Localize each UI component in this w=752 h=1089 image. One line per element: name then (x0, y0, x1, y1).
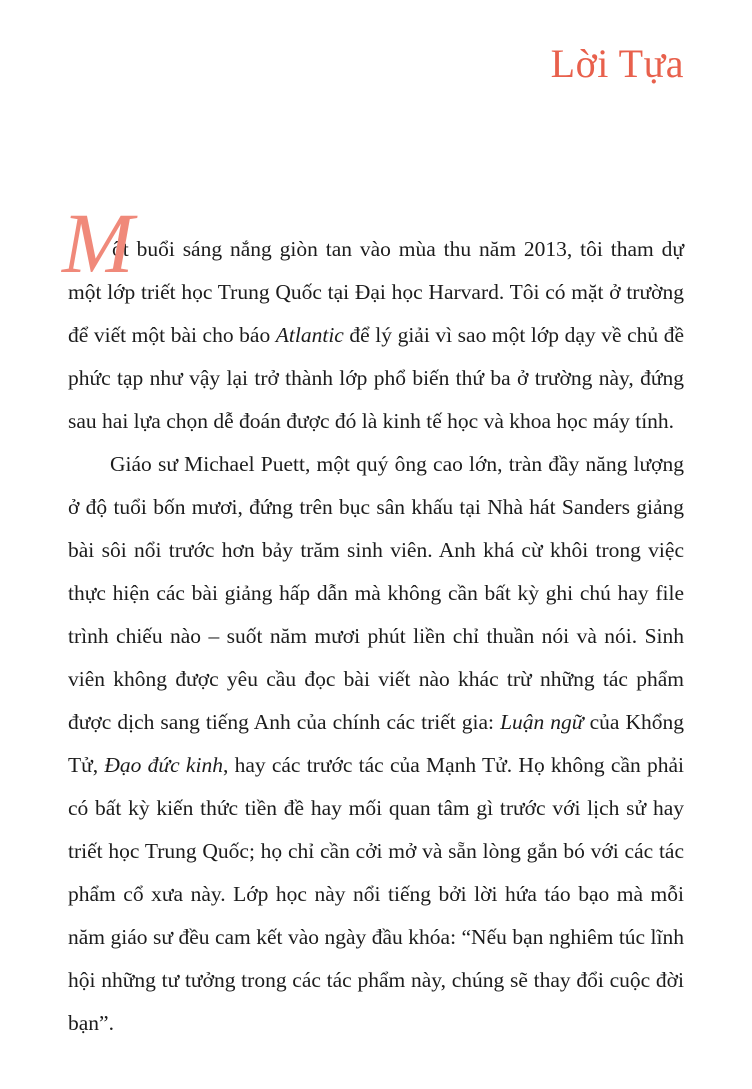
italic-run: Đạo đức kinh (104, 753, 223, 777)
italic-run: Luận ngữ (500, 710, 584, 734)
text-run: để lý giải vì sao một lớp dạy về chủ đề phức tạp như vậy lại trở thành lớp phổ biến thứ ba ở trường này, đứng sau hai lựa chọn dễ đoán được đó là kinh tế học và khoa học máy tính. (68, 323, 684, 433)
paragraph-2-text (68, 452, 684, 1035)
text-run: , hay các trước tác của Mạnh Tử. Họ không cần phải có bất kỳ kiến thức tiền đề hay mối quan tâm gì trước với lịch sử hay triết học Trung Quốc; họ chỉ cần cởi mở và sẵn lòng gắn bó với các tác phẩm cổ xưa này. Lớp học này nổi tiếng bởi lời hứa táo bạo mà mỗi năm giáo sư đều cam kết vào ngày đầu khóa: “Nếu bạn nghiêm túc lĩnh hội những tư tưởng trong các tác phẩm này, chúng sẽ thay đổi cuộc đời bạn”. (68, 753, 685, 1035)
page-title: Lời Tựa (550, 41, 684, 86)
text-run: của Khổng Tử, (68, 710, 684, 777)
drop-cap-letter: M (62, 195, 134, 291)
paragraph-1 (62, 195, 684, 443)
italic-run: Atlantic (275, 323, 344, 347)
paragraph-2 (68, 443, 684, 1045)
body-text (62, 195, 685, 1045)
paragraph-1-text (68, 237, 684, 433)
text-run: Giáo sư Michael Puett, một quý ông cao lớn, tràn đầy năng lượng ở độ tuổi bốn mươi, đứng trên bục sân khấu tại Nhà hát Sanders giảng bài sôi nổi trước hơn bảy trăm sinh viên. Anh khá cừ khôi trong việc thực hiện các bài giảng hấp dẫn mà không cần bất kỳ ghi chú hay file trình chiếu nào – suốt năm mươi phút liền chỉ thuần nói và nói. Sinh viên không được yêu cầu đọc bài viết nào khác trừ những tác phẩm được dịch sang tiếng Anh của chính các triết gia: (68, 452, 684, 734)
text-run: ột buổi sáng nắng giòn tan vào mùa thu năm 2013, tôi tham dự một lớp triết học Trung Quốc tại Đại học Harvard. Tôi có mặt ở trường để viết một bài cho báo (68, 237, 684, 347)
